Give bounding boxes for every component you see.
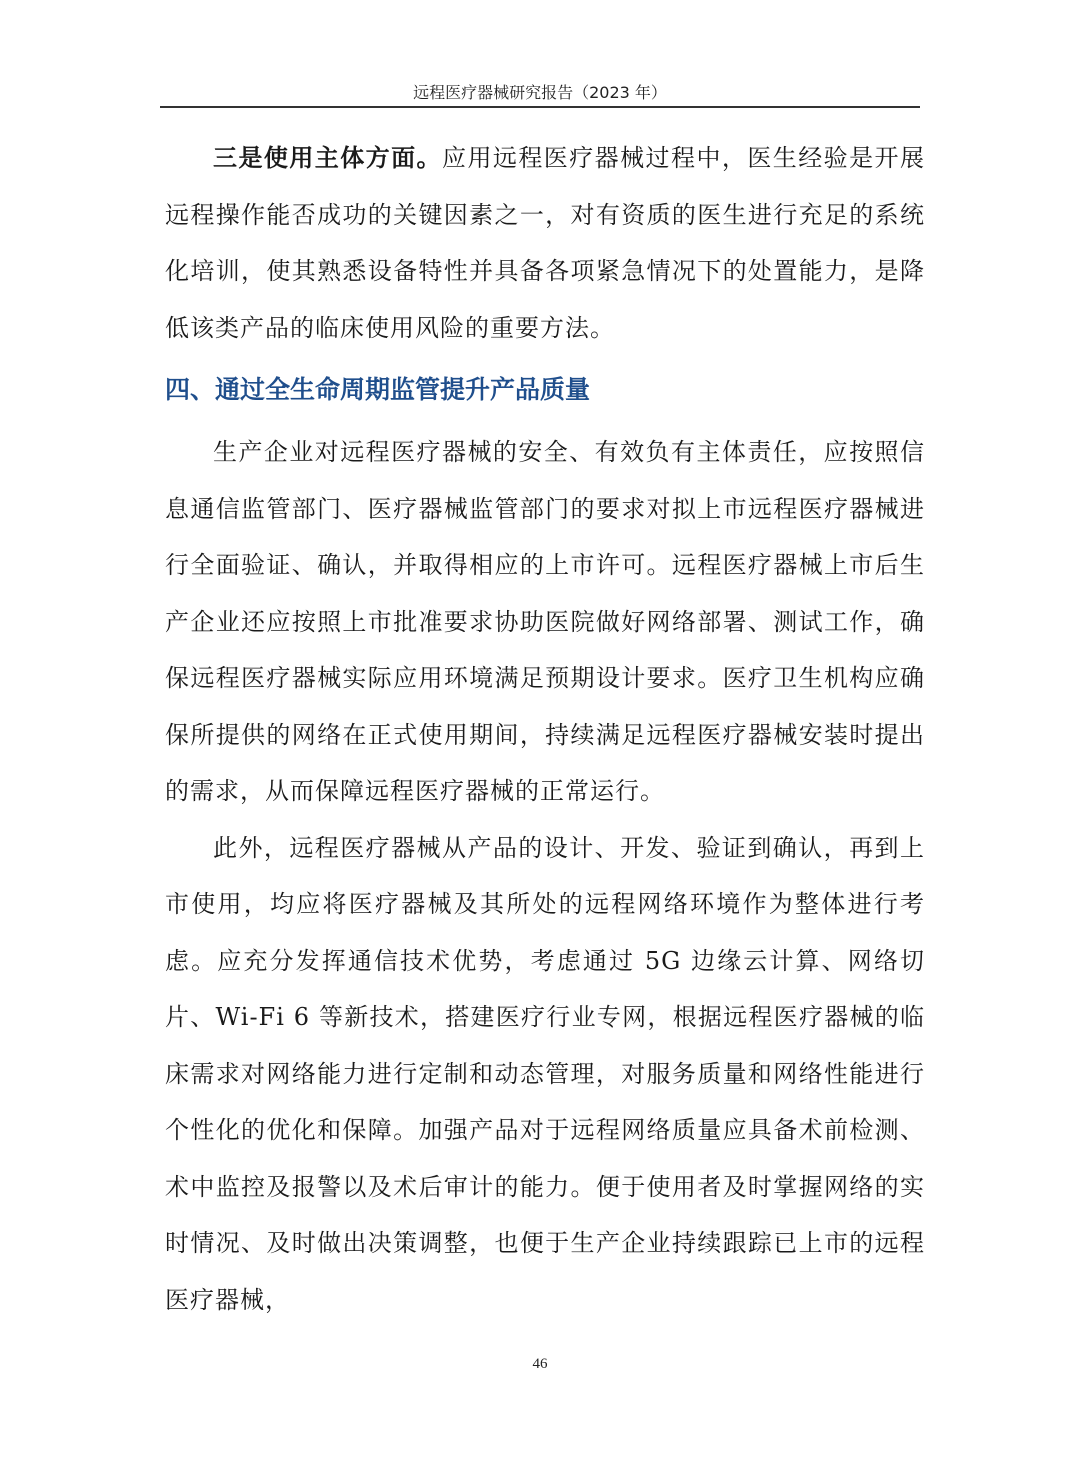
header-divider (160, 106, 920, 108)
paragraph-text: 应用远程医疗器械过程中，医生经验是开展远程操作能否成功的关键因素之一，对有资质的医生进行充足的系统化培训，使其熟悉设备特性并具备各项紧急情况下的处置能力，是降低该类产品的临床使用风险的重要方法。 (165, 144, 925, 342)
paragraph-usage-subject (165, 130, 925, 356)
page-header-title: 远程医疗器械研究报告（2023 年） (413, 83, 667, 102)
paragraph-network-environment: 此外，远程医疗器械从产品的设计、开发、验证到确认，再到上市使用，均应将医疗器械及其所处的远程网络环境作为整体进行考虑。应充分发挥通信技术优势，考虑通过 5G 边缘云计算、网络切片、Wi-Fi 6 等新技术，搭建医疗行业专网，根据远程医疗器械的临床需求对网络能力进行定制和动态管理，对服务质量和网络性能进行个性化的优化和保障。加强产品对于远程网络质量应具备术前检测、术中监控及报警以及术后审计的能力。便于使用者及时掌握网络的实时情况、及时做出决策调整，也便于生产企业持续跟踪已上市的远程医疗器械， (165, 833, 925, 1314)
page-number: 46 (532, 1356, 548, 1372)
document-body (165, 130, 925, 1328)
section-heading: 四、通过全生命周期监管提升产品质量 (165, 375, 591, 404)
paragraph-manufacturer-responsibility: 生产企业对远程医疗器械的安全、有效负有主体责任，应按照信息通信监管部门、医疗器械监管部门的要求对拟上市远程医疗器械进行全面验证、确认，并取得相应的上市许可。远程医疗器械上市后生产企业还应按照上市批准要求协助医院做好网络部署、测试工作，确保远程医疗器械实际应用环境满足预期设计要求。医疗卫生机构应确保所提供的网络在正式使用期间，持续满足远程医疗器械安装时提出的需求，从而保障远程医疗器械的正常运行。 (165, 438, 925, 805)
paragraph-lead-bold: 三是使用主体方面。 (213, 144, 442, 172)
